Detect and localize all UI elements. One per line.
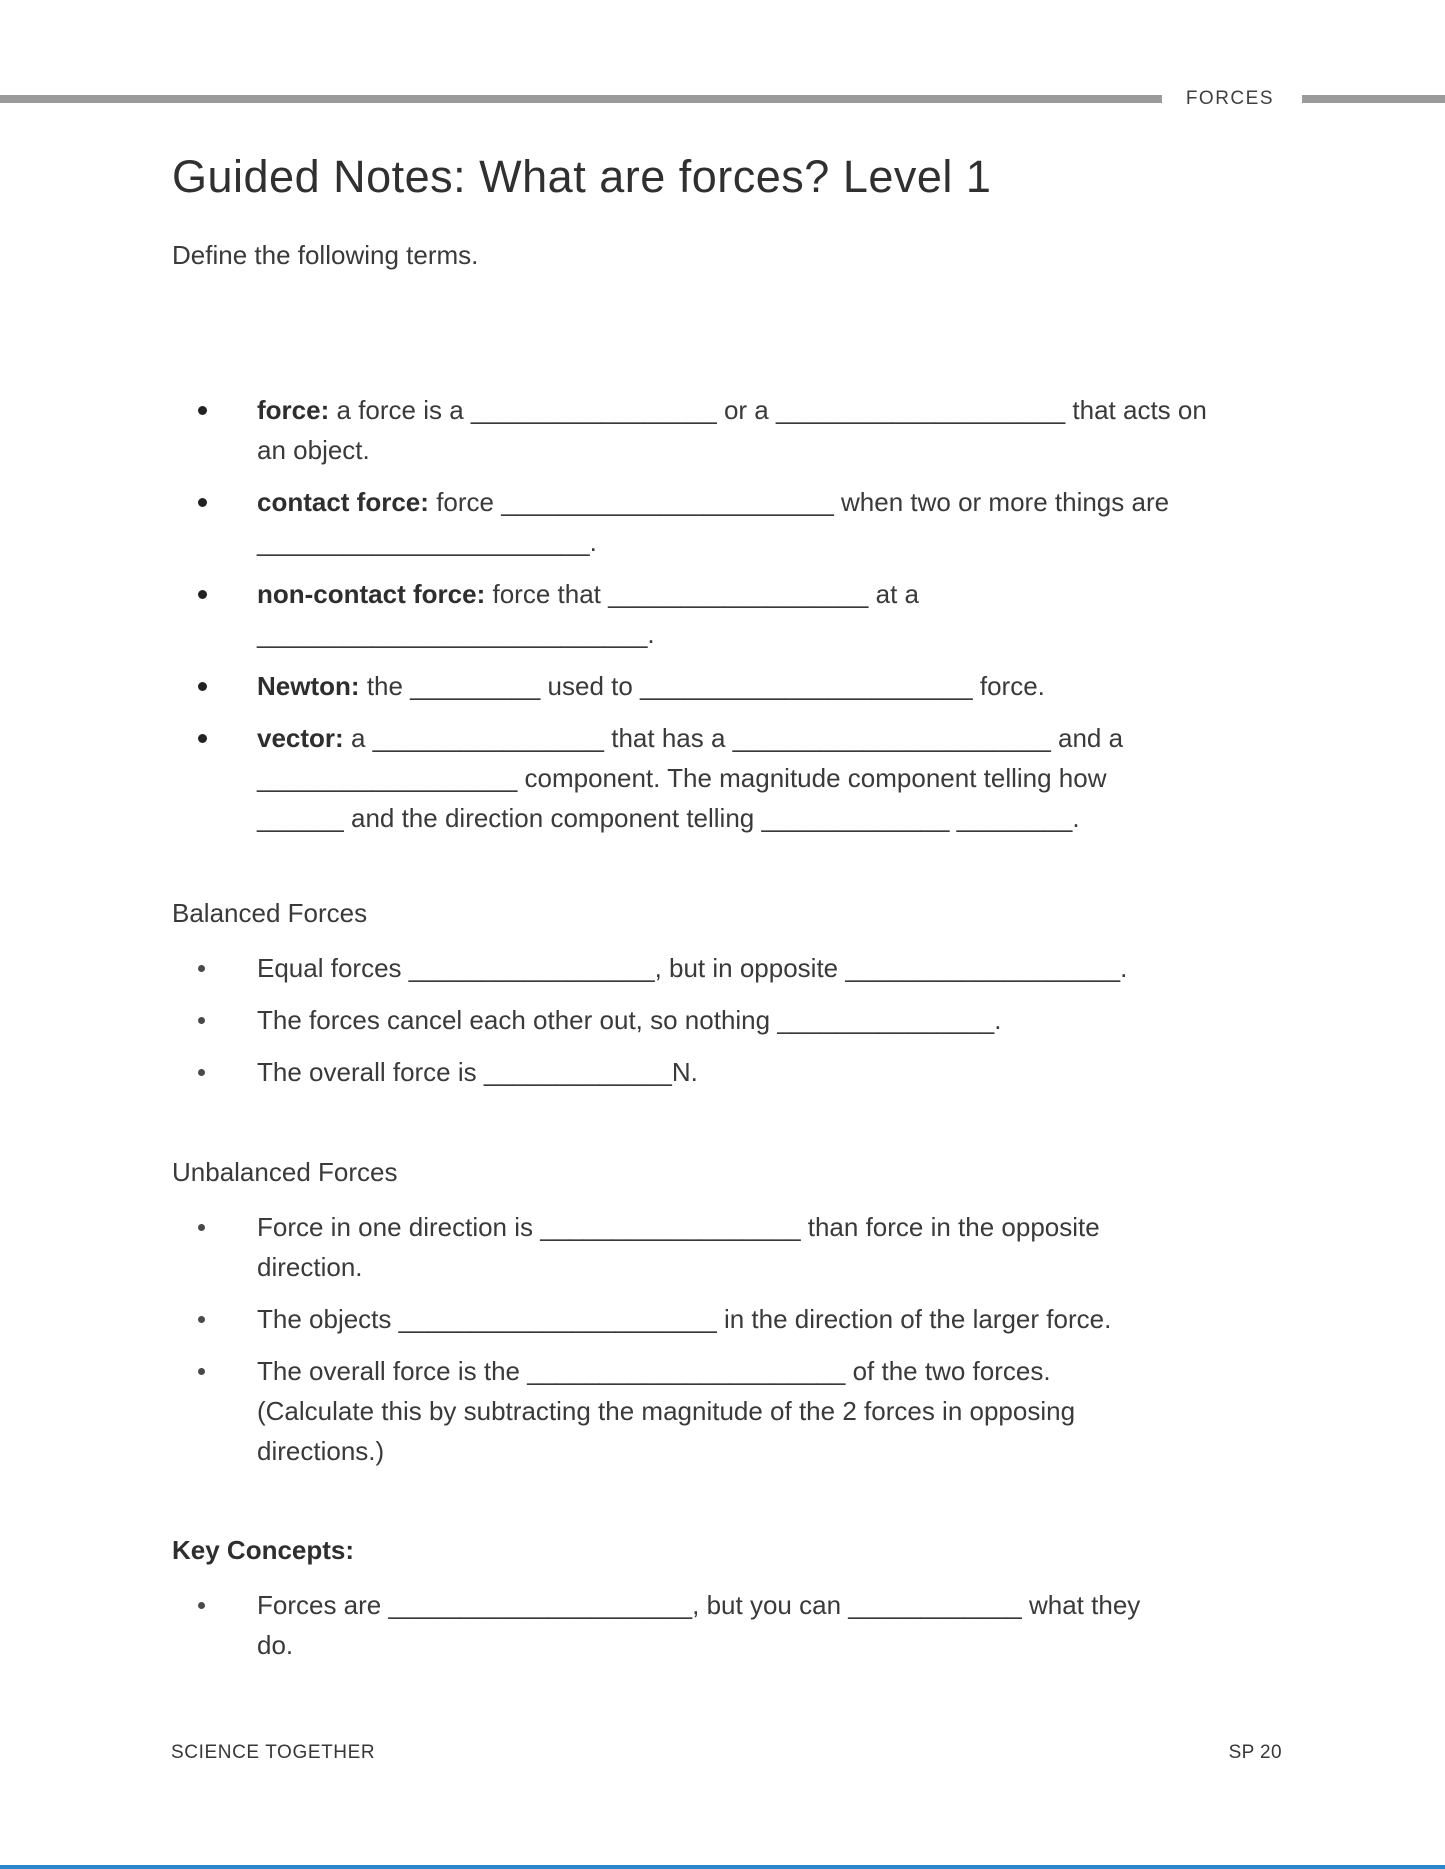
bullet-icon <box>198 1602 205 1609</box>
bullet-text: do. <box>257 1630 294 1660</box>
bullet-icon <box>198 498 207 507</box>
bullet-icon <box>198 1069 205 1076</box>
definition-item-non-contact-force <box>172 574 1262 654</box>
page-title: Guided Notes: What are forces? Level 1 <box>172 151 992 202</box>
bullet-text: directions.) <box>257 1436 385 1466</box>
unbalanced-bullet-1 <box>172 1207 1262 1287</box>
term-force: force: <box>257 395 330 425</box>
bullet-text: The overall force is the ______________________ of the two forces. <box>257 1356 1051 1386</box>
unit-label: FORCES <box>1185 88 1274 109</box>
balanced-bullet-1 <box>172 948 1262 988</box>
definition-item-newton <box>172 666 1262 706</box>
bullet-icon <box>198 590 207 599</box>
bullet-icon <box>198 1368 205 1375</box>
bullet-text: Force in one direction is __________________ than force in the opposite <box>257 1212 1100 1242</box>
unbalanced-forces-section <box>172 1152 1262 1483</box>
bullet-icon <box>198 965 205 972</box>
definition-text: a ________________ that has a ______________________ and a <box>350 723 1124 753</box>
bullet-text: The overall force is _____________N. <box>257 1057 698 1087</box>
bullet-text: (Calculate this by subtracting the magnitude of the 2 forces in opposing <box>257 1396 1076 1426</box>
balanced-bullet-2 <box>172 1000 1262 1040</box>
definition-text: the _________ used to _______________________ force. <box>366 671 1045 701</box>
term-non-contact-force: non-contact force: <box>257 579 486 609</box>
bullet-icon <box>198 1316 205 1323</box>
header-rule-right-segment <box>1302 95 1445 103</box>
term-contact-force: contact force: <box>257 487 429 517</box>
balanced-forces-section <box>172 893 1262 1104</box>
unbalanced-bullet-2 <box>172 1299 1262 1339</box>
bullet-icon <box>198 1224 205 1231</box>
definition-item-contact-force <box>172 482 1262 562</box>
definition-text: an object. <box>257 435 370 465</box>
header-rule-left-segment <box>0 95 1162 103</box>
definition-text: __________________ component. The magnitude component telling how <box>257 763 1107 793</box>
bottom-blue-rule <box>0 1865 1445 1869</box>
fill-in-blank-line: _______________________. <box>257 527 597 557</box>
bullet-icon <box>198 406 207 415</box>
section-heading-key-concepts: Key Concepts: <box>172 1535 355 1565</box>
fill-in-blank-line: ___________________________. <box>257 619 655 649</box>
term-vector: vector: <box>257 723 344 753</box>
bullet-text: Forces are _____________________, but you can ____________ what they <box>257 1590 1141 1620</box>
key-concepts-section <box>172 1530 1262 1677</box>
footer-brand: SCIENCE TOGETHER <box>171 1742 376 1763</box>
section-heading-unbalanced: Unbalanced Forces <box>172 1157 398 1187</box>
definition-text: force _______________________ when two or more things are <box>436 487 1170 517</box>
definition-text: force that __________________ at a <box>492 579 919 609</box>
section-heading-balanced: Balanced Forces <box>172 898 368 928</box>
term-newton: Newton: <box>257 671 360 701</box>
bullet-text: direction. <box>257 1252 363 1282</box>
definitions-list <box>172 390 1262 850</box>
bullet-icon <box>198 682 207 691</box>
footer-page-number: SP 20 <box>1228 1742 1282 1763</box>
definition-text: ______ and the direction component telling _____________ ________. <box>257 803 1080 833</box>
bullet-text: Equal forces _________________, but in opposite ___________________. <box>257 953 1128 983</box>
bullet-icon <box>198 1017 205 1024</box>
unbalanced-bullet-3 <box>172 1351 1262 1471</box>
definition-item-force <box>172 390 1262 470</box>
bullet-text: The objects ______________________ in the direction of the larger force. <box>257 1304 1112 1334</box>
bullet-text: The forces cancel each other out, so nothing _______________. <box>257 1005 1002 1035</box>
bullet-icon <box>198 734 207 743</box>
definition-text: a force is a _________________ or a ____________________ that acts on <box>336 395 1207 425</box>
key-concepts-bullet-1 <box>172 1585 1262 1665</box>
balanced-bullet-3 <box>172 1052 1262 1092</box>
header-rule <box>0 88 1445 110</box>
definition-item-vector <box>172 718 1262 838</box>
intro-text: Define the following terms. <box>172 240 479 270</box>
